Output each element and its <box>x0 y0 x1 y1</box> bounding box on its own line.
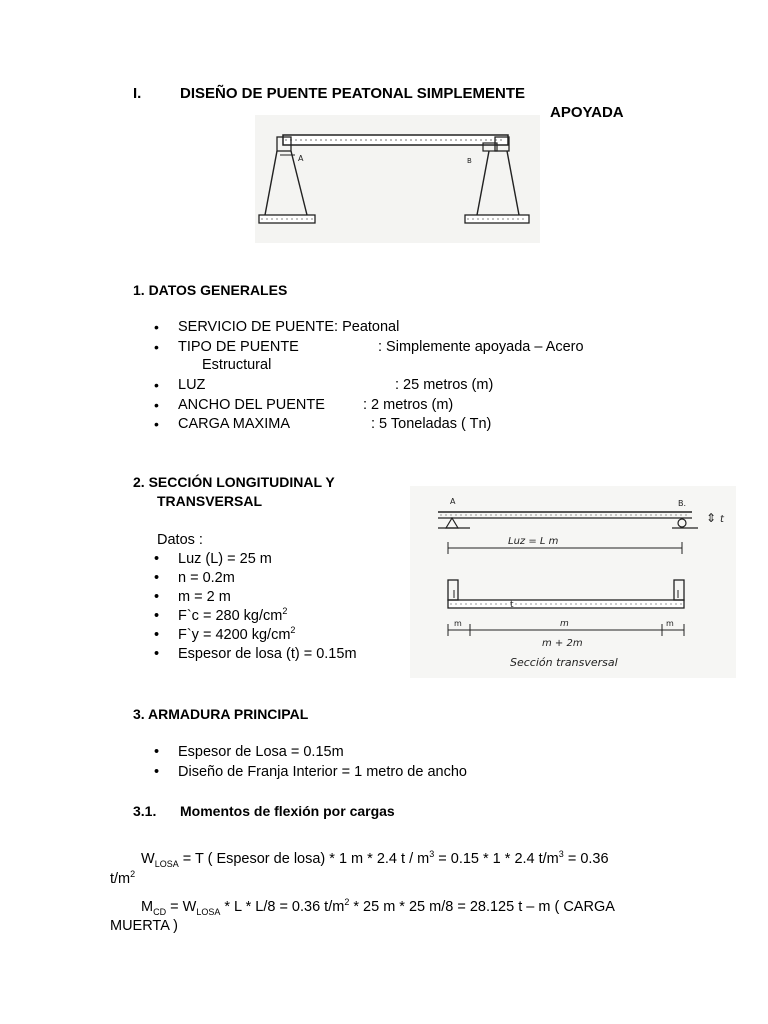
section2-heading-line2: TRANSVERSAL <box>157 493 263 509</box>
item-value: : 5 Toneladas ( Tn) <box>371 416 492 432</box>
dim-m-right: m <box>666 619 674 628</box>
list-item <box>178 627 295 643</box>
span-label: Luz = L m <box>508 536 559 547</box>
sketch-caption: Sección transversal <box>510 656 618 669</box>
item-label: ANCHO DEL PUENTE <box>178 397 325 413</box>
superscript: 3 <box>429 849 435 860</box>
formula-text: * 25 m * 25 m/8 = 28.125 t – m ( CARGA <box>349 899 615 915</box>
bridge-sketch-image <box>255 115 540 243</box>
support-b-label: B. <box>678 499 687 508</box>
list-item: • m = 2 m <box>178 589 231 605</box>
dim-m-center: m <box>560 619 569 629</box>
fc-text: F`c = 280 kg/cm <box>178 608 283 624</box>
item-value-continued: Estructural <box>202 357 272 373</box>
formula-text: = T ( Espesor de losa) * 1 m * 2.4 t / m <box>178 851 430 867</box>
formula-wlosa-line2 <box>110 871 135 887</box>
datos-label: Datos : <box>157 532 203 548</box>
formula-symbol: M <box>141 899 154 915</box>
section-t-label: t <box>510 600 514 610</box>
item-value: : 2 metros (m) <box>363 397 454 413</box>
formula-mcd-line2: MUERTA ) <box>110 918 178 934</box>
item-label: SERVICIO DE PUENTE <box>178 319 335 335</box>
list-item <box>178 415 290 434</box>
list-item: • Espesor de Losa = 0.15m <box>178 744 344 760</box>
list-item: • n = 0.2m <box>178 570 235 586</box>
formula-text: t/m <box>110 871 131 887</box>
list-item <box>178 338 299 357</box>
fy-text: F`y = 4200 kg/cm <box>178 627 291 643</box>
section31-heading: Momentos de flexión por cargas <box>180 803 395 819</box>
superscript: 2 <box>130 869 136 880</box>
dim-m-left: m <box>454 619 462 628</box>
bridge-sketch-svg <box>255 115 540 243</box>
item-value: : Simplemente apoyada – Acero <box>378 339 584 355</box>
list-item <box>178 318 399 337</box>
superscript: 3 <box>558 849 564 860</box>
list-item: • Espesor de losa (t) = 0.15m <box>178 646 357 662</box>
dim-total: m + 2m <box>542 638 583 649</box>
section31-number: 3.1. <box>133 803 157 819</box>
thickness-t-label: ⇕ <box>706 511 717 525</box>
subscript: CD <box>153 906 167 917</box>
thickness-label: t <box>720 514 724 525</box>
item-label: LUZ <box>178 377 206 393</box>
list-item: • Diseño de Franja Interior = 1 metro de ancho <box>178 764 467 780</box>
formula-text: = 0.36 <box>563 851 609 867</box>
item-label: TIPO DE PUENTE <box>178 339 299 355</box>
section3-heading: 3. ARMADURA PRINCIPAL <box>133 706 309 722</box>
title-line2: APOYADA <box>550 104 624 121</box>
title-numeral: I. <box>133 85 142 102</box>
list-item: • Luz (L) = 25 m <box>178 551 272 567</box>
subscript: LOSA <box>196 906 221 917</box>
formula-text: * L * L/8 = 0.36 t/m <box>220 899 345 915</box>
item-label: CARGA MAXIMA <box>178 416 290 432</box>
superscript: 2 <box>290 625 296 636</box>
section1-heading: 1. DATOS GENERALES <box>133 282 288 298</box>
support-a-label: A <box>450 497 456 506</box>
section-sketch-svg <box>410 486 736 678</box>
item-value: : 25 metros (m) <box>395 377 494 393</box>
formula-mcd <box>141 899 615 915</box>
list-item <box>178 396 325 415</box>
formula-wlosa <box>141 851 609 867</box>
list-item <box>178 608 287 624</box>
section2-heading-line1: 2. SECCIÓN LONGITUDINAL Y <box>133 474 335 490</box>
formula-symbol: W <box>141 851 155 867</box>
superscript: 2 <box>344 897 350 908</box>
formula-text: = 0.15 * 1 * 2.4 t/m <box>434 851 559 867</box>
formula-text: = W <box>166 899 197 915</box>
list-item <box>178 376 205 395</box>
superscript: 2 <box>282 606 288 617</box>
pier-b-label: B <box>467 157 472 165</box>
subscript: LOSA <box>154 858 179 869</box>
section-sketch-image <box>410 486 736 678</box>
item-value: : Peatonal <box>334 319 400 335</box>
pier-a-label: A <box>298 154 304 163</box>
title-line1: DISEÑO DE PUENTE PEATONAL SIMPLEMENTE <box>180 85 526 102</box>
